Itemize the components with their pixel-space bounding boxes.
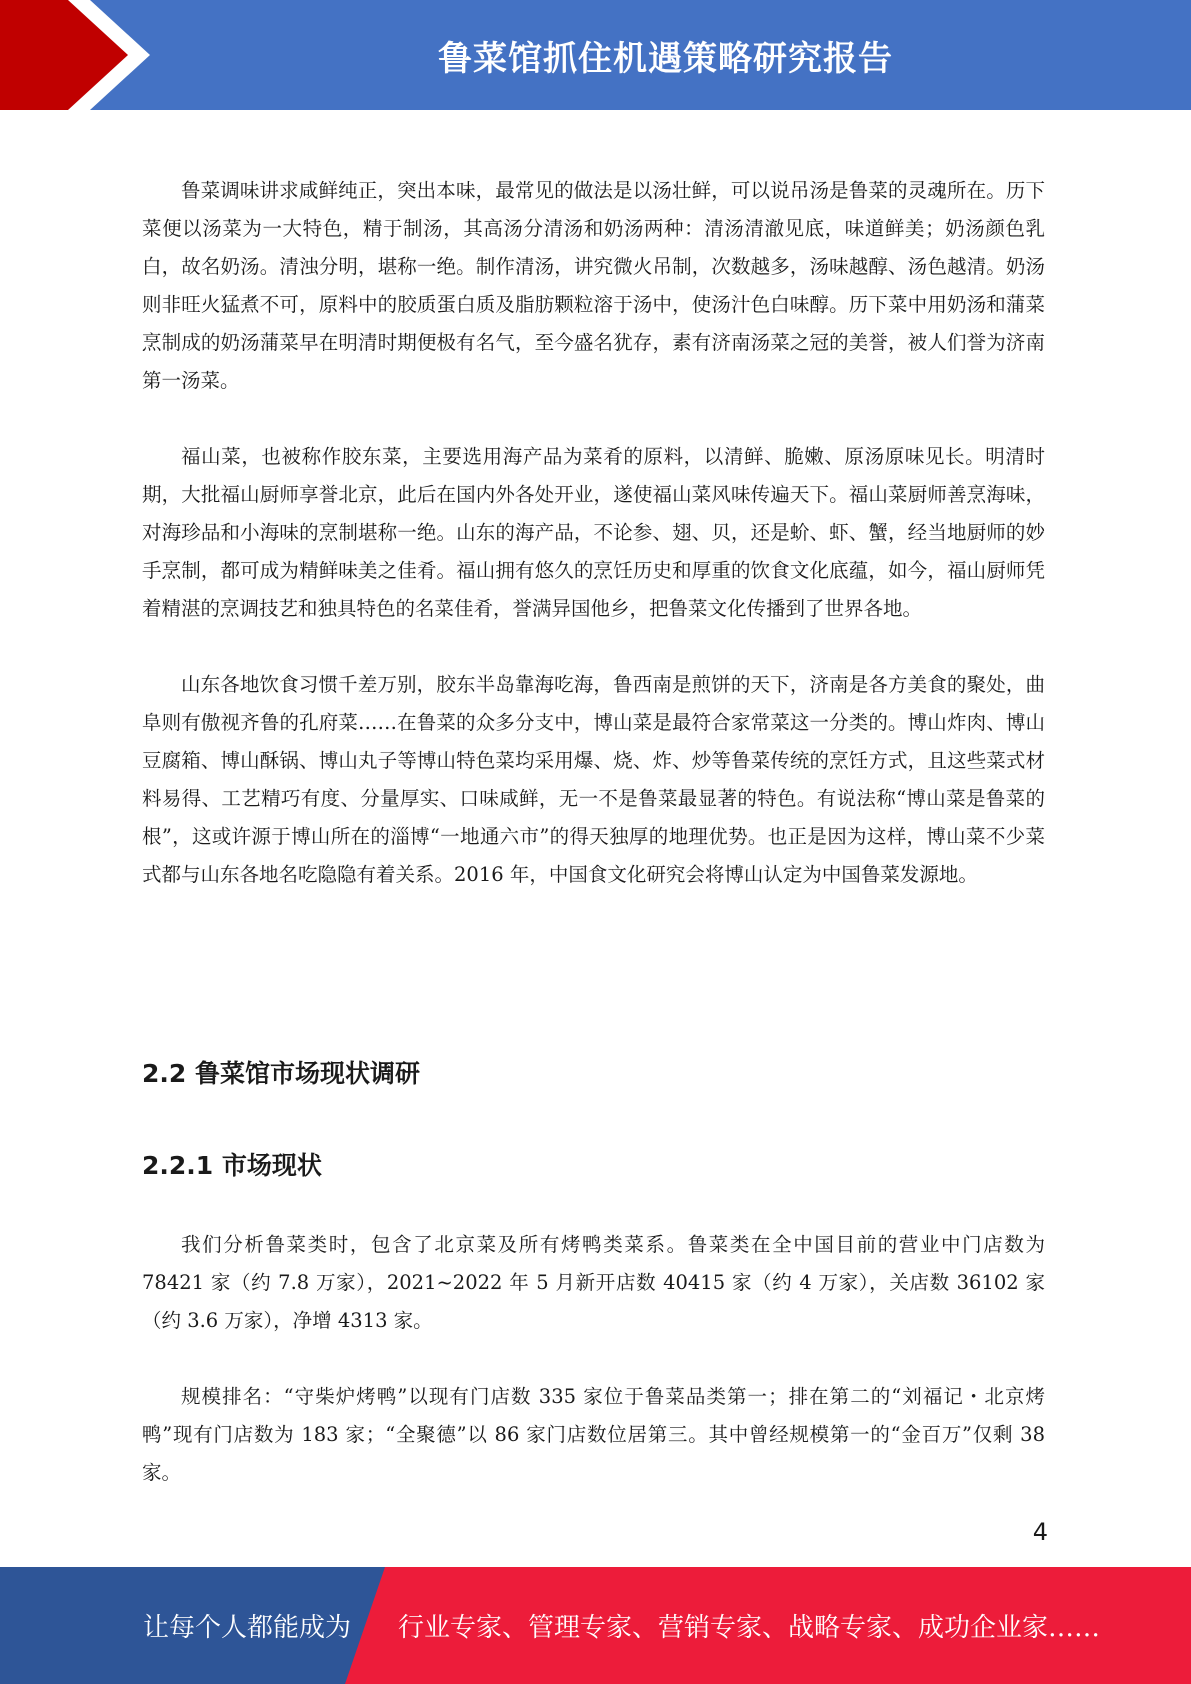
paragraph-scale-ranking: 规模排名：“守柴炉烤鸭”以现有门店数 335 家位于鲁菜品类第一；排在第二的“刘福记・北京烤鸭”现有门店数为 183 家；“全聚德”以 86 家门店数位居第三。其中曾经规模第一的“金百万”仅剩 38 家。: [142, 1385, 1045, 1484]
footer-slogan-left: 让每个人都能成为: [143, 1613, 352, 1643]
page-number: 4: [1032, 1518, 1048, 1546]
footer-banner: [0, 1567, 1191, 1684]
paragraph-boshan-cuisine: 山东各地饮食习惯千差万别，胶东半岛靠海吃海，鲁西南是煎饼的天下，济南是各方美食的聚处，曲阜则有傲视齐鲁的孔府菜……在鲁菜的众多分支中，博山菜是最符合家常菜这一分类的。博山炸肉、博山豆腐箱、博山酥锅、博山丸子等博山特色菜均采用爆、烧、炸、炒等鲁菜传统的烹饪方式，且这些菜式材料易得、工艺精巧有度、分量厚实、口味咸鲜，无一不是鲁菜最显著的特色。有说法称“博山菜是鲁菜的根”，这或许源于博山所在的淄博“一地通六市”的得天独厚的地理优势。也正是因为这样，博山菜不少菜式都与山东各地名吃隐隐有着关系。2016 年，中国食文化研究会将博山认定为中国鲁菜发源地。: [142, 673, 1045, 886]
paragraph-fushan-cuisine: 福山菜，也被称作胶东菜，主要选用海产品为菜肴的原料，以清鲜、脆嫩、原汤原味见长。明清时期，大批福山厨师享誉北京，此后在国内外各处开业，遂使福山菜风味传遍天下。福山菜厨师善烹海味，对海珍品和小海味的烹制堪称一绝。山东的海产品，不论参、翅、贝，还是蚧、虾、蟹，经当地厨师的妙手烹制，都可成为精鲜味美之佳肴。福山拥有悠久的烹饪历史和厚重的饮食文化底蕴，如今，福山厨师凭着精湛的烹调技艺和独具特色的名菜佳肴，誉满异国他乡，把鲁菜文化传播到了世界各地。: [142, 445, 1045, 620]
body-content: [142, 172, 1045, 894]
paragraph-market-stores: 我们分析鲁菜类时，包含了北京菜及所有烤鸭类菜系。鲁菜类在全中国目前的营业中门店数为 78421 家（约 7.8 万家），2021~2022 年 5 月新开店数 40415 家（约 4 万家），关店数 36102 家（约 3.6 万家），净增 4313 家。: [142, 1233, 1045, 1332]
section-heading-2-2-1: 2.2.1 市场现状: [142, 1151, 322, 1180]
section-heading-2-2: 2.2 鲁菜馆市场现状调研: [142, 1059, 420, 1088]
header-banner: [0, 0, 1191, 110]
paragraph-lu-cuisine-soup: 鲁菜调味讲求咸鲜纯正，突出本味，最常见的做法是以汤壮鲜，可以说吊汤是鲁菜的灵魂所在。历下菜便以汤菜为一大特色，精于制汤，其高汤分清汤和奶汤两种：清汤清澈见底，味道鲜美；奶汤颜色乳白，故名奶汤。清浊分明，堪称一绝。制作清汤，讲究微火吊制，次数越多，汤味越醇、汤色越清。奶汤则非旺火猛煮不可，原料中的胶质蛋白质及脂肪颗粒溶于汤中，使汤汁色白味醇。历下菜中用奶汤和蒲菜烹制成的奶汤蒲菜早在明清时期便极有名气，至今盛名犹存，素有济南汤菜之冠的美誉，被人们誉为济南第一汤菜。: [142, 179, 1045, 392]
market-status-content: [142, 1226, 1045, 1492]
document-title: 鲁菜馆抓住机遇策略研究报告: [438, 38, 893, 79]
footer-slogan-right: 行业专家、管理专家、营销专家、战略专家、成功企业家……: [398, 1613, 1101, 1643]
